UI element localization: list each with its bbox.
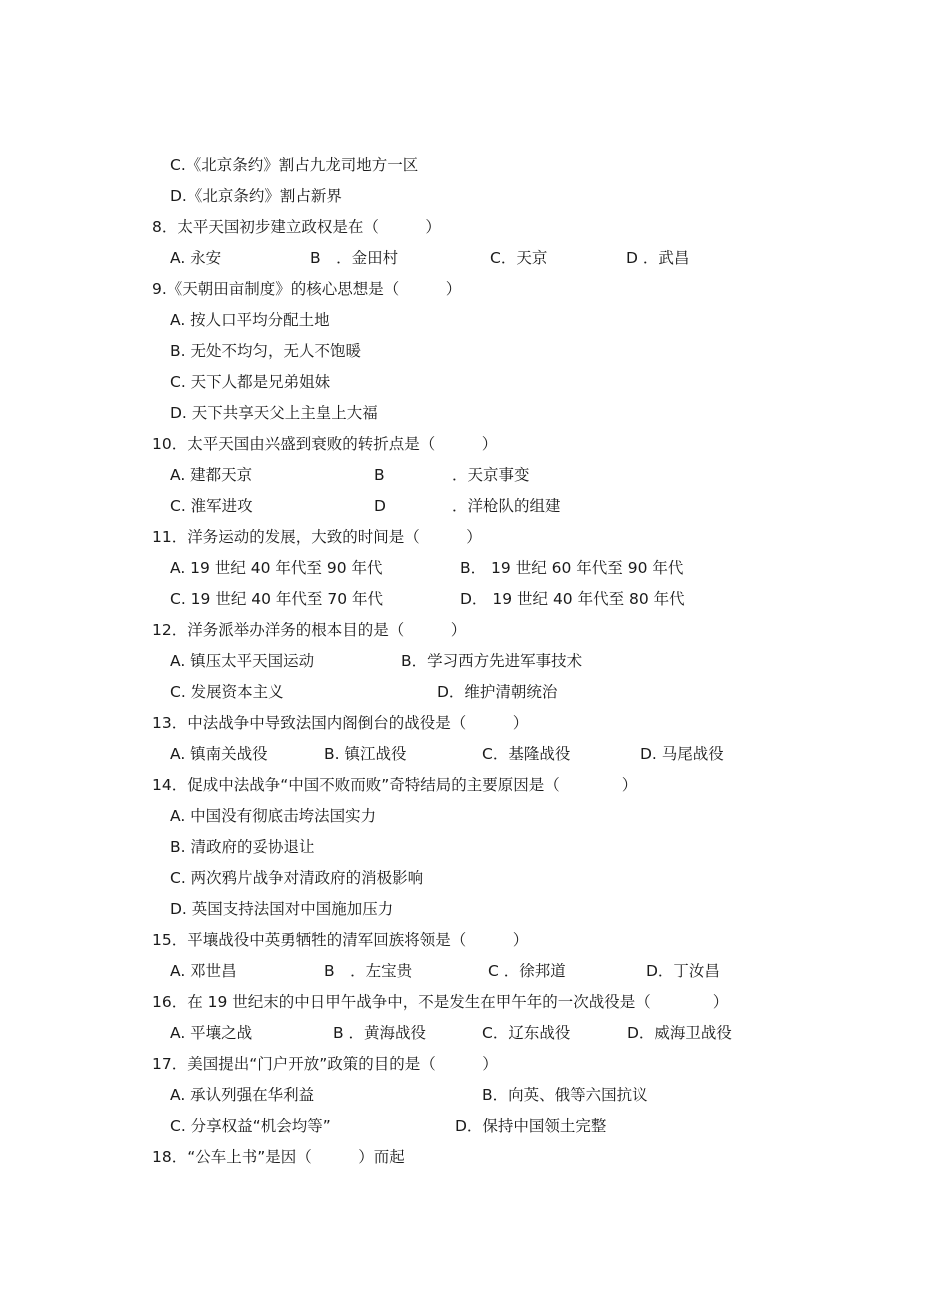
option-row (0, 649, 950, 673)
answer-option: B. 镇江战役 (324, 745, 407, 763)
answer-option: ．洋枪队的组建 (452, 497, 561, 515)
answer-option: C．辽东战役 (482, 1024, 571, 1042)
option-row (0, 680, 950, 704)
option-row (0, 1021, 950, 1045)
answer-option: C. 发展资本主义 (170, 683, 284, 701)
question-stem: 12．洋务派举办洋务的根本目的是（ ） (152, 621, 467, 639)
option-row (0, 835, 950, 859)
answer-option: D． 19 世纪 40 年代至 80 年代 (460, 590, 685, 608)
answer-option: C．天京 (490, 249, 548, 267)
answer-option: D．保持中国领土完整 (455, 1117, 607, 1135)
answer-option: C.《北京条约》割占九龙司地方一区 (170, 156, 419, 174)
answer-option: B ．金田村 (310, 249, 399, 267)
option-row (0, 587, 950, 611)
answer-option: B (374, 466, 385, 484)
option-row (0, 556, 950, 580)
question-stem: 16．在 19 世纪末的中日甲午战争中，不是发生在甲午年的一次战役是（ ） (152, 993, 729, 1011)
answer-option: A. 永安 (170, 249, 222, 267)
option-row (0, 494, 950, 518)
option-row (0, 339, 950, 363)
answer-option: C. 天下人都是兄弟姐妹 (170, 373, 331, 391)
answer-option: C. 两次鸦片战争对清政府的消极影响 (170, 869, 424, 887)
answer-option: B ．左宝贵 (324, 962, 413, 980)
answer-option: A. 中国没有彻底击垮法国实力 (170, 807, 377, 825)
answer-option: A. 镇压太平天国运动 (170, 652, 315, 670)
option-row (0, 370, 950, 394)
option-row (0, 1083, 950, 1107)
answer-option: D (374, 497, 386, 515)
answer-option: B．学习西方先进军事技术 (401, 652, 583, 670)
question-stem: 8．太平天国初步建立政权是在（ ） (152, 218, 441, 236)
answer-option: C ．徐邦道 (488, 962, 566, 980)
question-stem: 17．美国提出“门户开放”政策的目的是（ ） (152, 1055, 498, 1073)
option-row (0, 959, 950, 983)
answer-option: B ．黄海战役 (333, 1024, 427, 1042)
answer-option: D. 英国支持法国对中国施加压力 (170, 900, 394, 918)
question-stem: 18．“公车上书”是因（ ）而起 (152, 1148, 405, 1166)
option-row (0, 742, 950, 766)
option-row (0, 153, 950, 177)
answer-option: D. 天下共享天父上主皇上大福 (170, 404, 378, 422)
answer-option: B. 无处不均匀，无人不饱暖 (170, 342, 361, 360)
question-stem: 13．中法战争中导致法国内阁倒台的战役是（ ） (152, 714, 529, 732)
answer-option: D.《北京条约》割占新界 (170, 187, 342, 205)
answer-option: A. 按人口平均分配土地 (170, 311, 330, 329)
option-row (0, 246, 950, 270)
answer-option: ．天京事变 (452, 466, 530, 484)
answer-option: D ．武昌 (626, 249, 690, 267)
option-row (0, 463, 950, 487)
answer-option: A. 邓世昌 (170, 962, 237, 980)
option-row (0, 184, 950, 208)
answer-option: A. 建都天京 (170, 466, 253, 484)
question-stem: 11．洋务运动的发展，大致的时间是（ ） (152, 528, 482, 546)
answer-option: C. 19 世纪 40 年代至 70 年代 (170, 590, 383, 608)
option-row (0, 866, 950, 890)
answer-option: D．维护清朝统治 (437, 683, 558, 701)
answer-option: B． 19 世纪 60 年代至 90 年代 (460, 559, 684, 577)
answer-option: A. 平壤之战 (170, 1024, 253, 1042)
answer-option: A. 承认列强在华利益 (170, 1086, 315, 1104)
answer-option: D．丁汝昌 (646, 962, 720, 980)
answer-option: D. 马尾战役 (640, 745, 724, 763)
option-row (0, 1114, 950, 1138)
question-stem: 14．促成中法战争“中国不败而败”奇特结局的主要原因是（ ） (152, 776, 638, 794)
option-row (0, 308, 950, 332)
answer-option: C．基隆战役 (482, 745, 571, 763)
question-stem: 9.《天朝田亩制度》的核心思想是（ ） (152, 280, 462, 298)
answer-option: D．威海卫战役 (627, 1024, 732, 1042)
answer-option: C. 分享权益“机会均等” (170, 1117, 331, 1135)
answer-option: C. 淮军进攻 (170, 497, 253, 515)
answer-option: A. 镇南关战役 (170, 745, 268, 763)
answer-option: B. 清政府的妥协退让 (170, 838, 315, 856)
option-row (0, 897, 950, 921)
answer-option: A. 19 世纪 40 年代至 90 年代 (170, 559, 383, 577)
answer-option: B．向英、俄等六国抗议 (482, 1086, 648, 1104)
option-row (0, 401, 950, 425)
question-stem: 10．太平天国由兴盛到衰败的转折点是（ ） (152, 435, 498, 453)
question-stem: 15．平壤战役中英勇牺牲的清军回族将领是（ ） (152, 931, 529, 949)
option-row (0, 804, 950, 828)
